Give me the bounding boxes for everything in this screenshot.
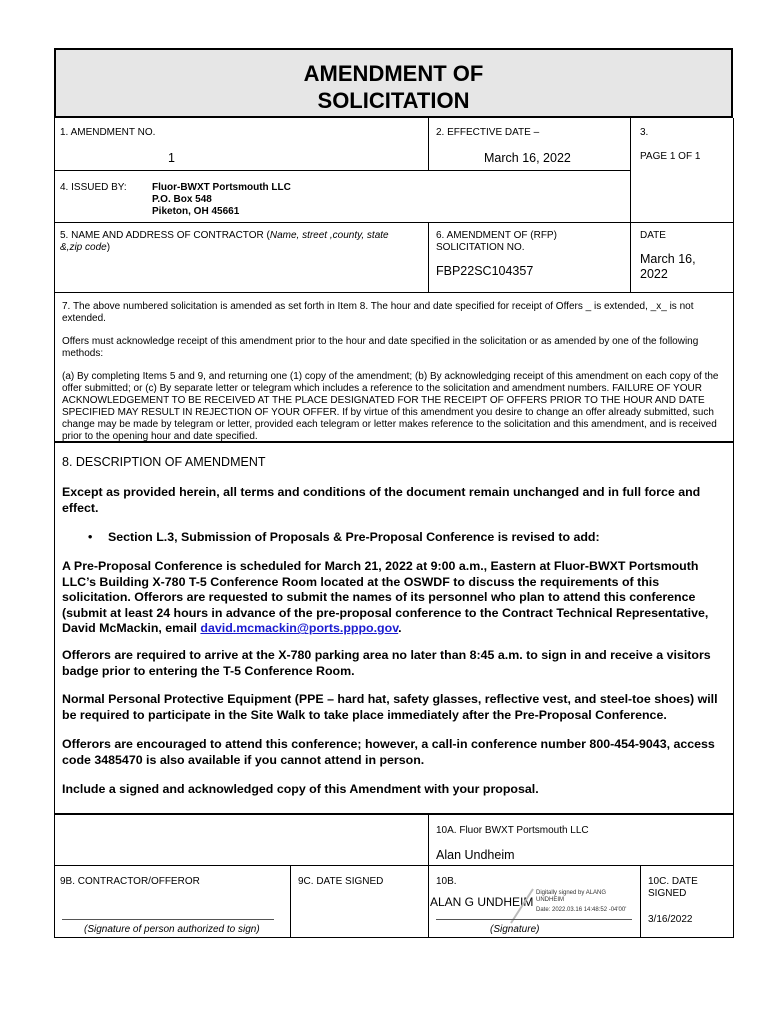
divider-2-3 xyxy=(630,118,631,222)
field-10b-label: 10B. xyxy=(436,876,457,887)
fbp-signature-caption: (Signature) xyxy=(490,924,540,935)
divider-9-10 xyxy=(428,813,429,938)
paragraph-preproposal xyxy=(62,559,727,637)
right-border-section8 xyxy=(733,441,734,813)
amendment-no-label: 1. AMENDMENT NO. xyxy=(60,127,156,138)
date-signed-10c-line-2: SIGNED xyxy=(648,888,687,899)
date-signed-10c-label xyxy=(648,876,698,900)
left-border-top xyxy=(54,118,55,441)
signature-name: ALAN G UNDHEIM xyxy=(430,895,534,909)
contractor-address-close: ) xyxy=(106,242,111,253)
fbp-signer-name: Alan Undheim xyxy=(436,848,515,862)
divider-10b-10c xyxy=(640,865,641,938)
title-line-1: AMENDMENT OF xyxy=(303,61,484,86)
contractor-address-label-text: 5. NAME AND ADDRESS OF CONTRACTOR ( xyxy=(60,230,270,241)
digital-sig-date: Date: 2022.03.16 14:48:52 -04'00' xyxy=(536,907,627,913)
left-border-bottom xyxy=(54,813,55,938)
row-line-after-5 xyxy=(54,292,733,293)
date-signed-10c-line-1: 10C. DATE xyxy=(648,876,698,887)
paragraph-ppe: Normal Personal Protective Equipment (PPE – hard hat, safety glasses, reflective vest, and steel-toe shoes) will be required to participate in the Site Walk to take place immediately after the Pre-Proposal Conference. xyxy=(62,692,718,722)
issued-by-line-3: Piketon, OH 45661 xyxy=(152,206,240,217)
preproposal-end: . xyxy=(398,621,402,636)
page-count: PAGE 1 OF 1 xyxy=(640,151,701,162)
solicitation-no-label-line-1: 6. AMENDMENT OF (RFP) xyxy=(436,230,557,241)
email-link[interactable]: david.mcmackin@ports.pppo.gov xyxy=(200,621,399,636)
date-label: DATE xyxy=(640,230,666,241)
right-border-top xyxy=(733,118,734,441)
digital-signature-stamp xyxy=(536,890,640,914)
row-line-after-4 xyxy=(54,222,733,223)
contractor-address-label xyxy=(60,230,412,254)
fbp-company-label: 10A. Fluor BWXT Portsmouth LLC xyxy=(436,825,589,836)
paragraph-include: Include a signed and acknowledged copy of this Amendment with your proposal. xyxy=(62,782,539,796)
field-3-label: 3. xyxy=(640,127,649,138)
row-line-before-10a xyxy=(54,813,733,815)
issued-by-label-text: 4. ISSUED BY: xyxy=(60,182,127,193)
offeror-signature-caption: (Signature of person authorized to sign) xyxy=(84,924,260,935)
document-title xyxy=(54,60,733,114)
contractor-address-italic: Name, street ,county, state &,zip code xyxy=(60,230,389,253)
solicitation-no-value: FBP22SC104357 xyxy=(436,264,534,278)
offers-acknowledge-text: Offers must acknowledge receipt of this amendment prior to the hour and date specified in the solicitation or as amended by one of the following methods: xyxy=(62,336,699,359)
title-line-2: SOLICITATION xyxy=(317,88,470,113)
amendment-no-value: 1 xyxy=(168,151,175,165)
bullet-dot: • xyxy=(88,530,93,544)
date-value-line-2: 2022 xyxy=(640,267,668,281)
divider-1-2 xyxy=(428,118,429,170)
effective-date-value: March 16, 2022 xyxy=(484,151,571,165)
item-7-text: 7. The above numbered solicitation is amended as set forth in Item 8. The hour and date specified for receipt of Offers _ is extended, _x_ is not extended. xyxy=(62,301,694,324)
offeror-signature-line xyxy=(62,919,274,920)
bottom-border xyxy=(54,937,733,938)
row-line-before-9b xyxy=(54,865,733,866)
section-8-heading: 8. DESCRIPTION OF AMENDMENT xyxy=(62,455,266,469)
divider-9b-9c xyxy=(290,865,291,938)
date-value xyxy=(640,252,696,282)
date-signed-10c-value: 3/16/2022 xyxy=(648,914,693,925)
issued-by-line-2: P.O. Box 548 xyxy=(152,194,212,205)
digital-sig-line-2: UNDHEIM xyxy=(536,897,564,903)
solicitation-no-label xyxy=(436,230,557,254)
paragraph-except: Except as provided herein, all terms and conditions of the document remain unchanged and in full force and effect. xyxy=(62,485,701,515)
divider-5-6 xyxy=(428,222,429,292)
issued-by-line-1: Fluor-BWXT Portsmouth LLC xyxy=(152,182,291,193)
solicitation-no-label-line-2: SOLICITATION NO. xyxy=(436,242,525,253)
date-value-line-1: March 16, xyxy=(640,252,696,266)
left-border-section8 xyxy=(54,441,55,813)
issued-by-label xyxy=(60,182,127,194)
date-signed-9c-label: 9C. DATE SIGNED xyxy=(298,876,384,887)
fbp-signature-line xyxy=(436,919,632,920)
divider-6-date xyxy=(630,222,631,292)
acknowledge-methods-text: (a) By completing Items 5 and 9, and returning one (1) copy of the amendment; (b) By acknowledging receipt of this amendment on each copy of the offer submitted; or (c) By separate letter or telegram which includes a reference to the solicitation and amendment numbers. FAILURE OF YOUR ACKNOWLEDGEMENT TO BE RECEIVED AT THE PLACE DESIGNATED FOR THE RECEIPT OF OFFERS PRIOR TO THE HOUR AND DATE SPECIFIED MAY RESULT IN REJECTION OF YOUR OFFER. If by virtue of this amendment you desire to change an offer already submitted, such change may be made by telegram or letter, provided each telegram or letter makes reference to the solicitation and this amendment, and is received prior to the opening hour and date specified. xyxy=(62,371,719,442)
row-line-after-1 xyxy=(54,170,630,171)
contractor-offeror-label: 9B. CONTRACTOR/OFFEROR xyxy=(60,876,200,887)
issued-by-address xyxy=(152,182,291,218)
digital-sig-line-1: Digitally signed by ALANG xyxy=(536,890,607,896)
paragraph-arrive: Offerors are required to arrive at the X-780 parking area no later than 8:45 a.m. to sign in and receive a visitors badge prior to entering the T-5 Conference Room. xyxy=(62,648,711,678)
paragraph-callin: Offerors are encouraged to attend this conference; however, a call-in conference number 800-454-9043, access code 3485470 is also available if you cannot attend in person. xyxy=(62,737,715,767)
bullet-text: Section L.3, Submission of Proposals & Pre-Proposal Conference is revised to add: xyxy=(108,530,600,544)
preproposal-text: A Pre-Proposal Conference is scheduled for March 21, 2022 at 9:00 a.m., Eastern at Fluor-BWXT Portsmouth LLC’s Building X-780 T-5 Conference Room located at the OSWDF to discuss the requirements of this solicitation. Offerors are requested to submit the names of its personnel who plan to attend this conference (submit at least 24 hours in advance of the pre-proposal conference to the Contract Technical Representative, David McMackin, email xyxy=(62,559,709,636)
effective-date-label: 2. EFFECTIVE DATE – xyxy=(436,127,540,138)
right-border-bottom xyxy=(733,813,734,938)
